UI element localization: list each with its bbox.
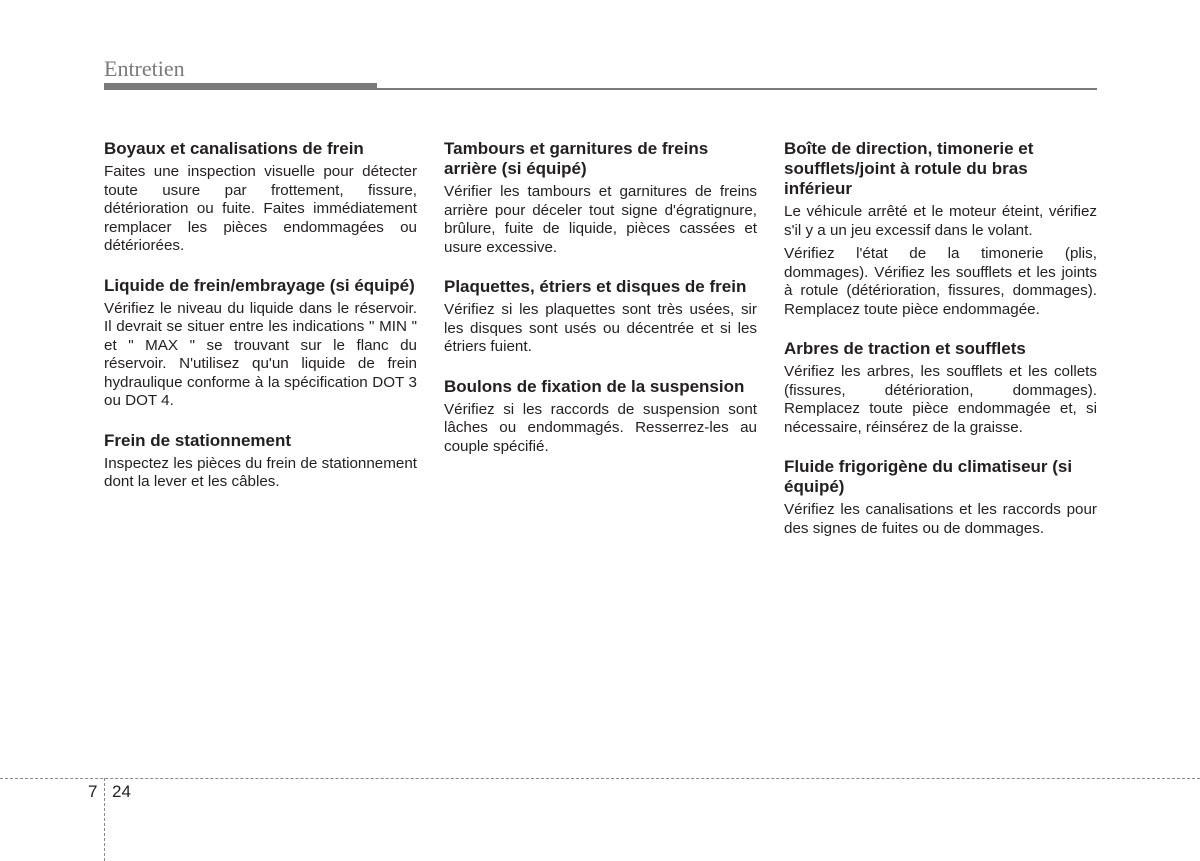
section-paragraph: Vérifiez l'état de la timonerie (plis, dommages). Vérifiez les soufflets et les joints à rotule (détérioration, fissures, dommages). Remplacez toute pièce endommagée.: [784, 245, 1097, 318]
section-paragraph: Vérifiez les arbres, les soufflets et les collets (fissures, détérioration, dommages). Remplacez toute pièce endommagée et, si nécessaire, réinsérez de la graisse.: [784, 363, 1097, 436]
section-brake-pads: [444, 277, 757, 357]
page-header-title: Entretien: [104, 56, 185, 81]
page-number: 24: [112, 782, 131, 801]
section-heading: Boyaux et canalisations de frein: [104, 139, 364, 158]
section-heading: Arbres de traction et soufflets: [784, 339, 1026, 358]
section-drive-shafts: [784, 339, 1097, 437]
column-3: [784, 139, 1097, 558]
section-heading: Fluide frigorigène du climatiseur (si équipé): [784, 457, 1073, 496]
section-heading: Tambours et garnitures de freins arrière (si équipé): [444, 139, 709, 178]
section-paragraph: Vérifiez si les raccords de suspension sont lâches ou endommagés. Resserrez-les au couple spécifié.: [444, 400, 757, 455]
section-brake-fluid: [104, 276, 417, 411]
section-brake-hoses: [104, 139, 417, 256]
footer-dashed-divider: [104, 778, 105, 861]
page-chapter-number: 7: [88, 782, 98, 801]
section-heading: Frein de stationnement: [104, 430, 292, 450]
section-paragraph: Vérifier les tambours et garnitures de freins arrière pour déceler tout signe d'égratignure, brûlure, fuite de liquide, pièces cassées et usure excessive.: [444, 183, 757, 256]
section-paragraph: Vérifiez si les plaquettes sont très usées, sir les disques sont usés ou décentrée et si les étriers fuient.: [444, 301, 757, 355]
section-paragraph: Vérifiez les canalisations et les raccords pour des signes de fuites ou de dommages.: [784, 501, 1097, 537]
section-suspension-bolts: [444, 377, 757, 457]
section-heading: Boîte de direction, timonerie et soufflets/joint à rotule du bras inférieur: [784, 139, 1034, 198]
section-rear-drums: [444, 139, 757, 257]
section-steering: [784, 139, 1097, 319]
section-parking-brake: [104, 431, 417, 492]
column-2: [444, 139, 757, 476]
column-1: [104, 139, 417, 512]
section-paragraph: Faites une inspection visuelle pour détecter toute usure par frottement, fissure, détérioration ou fuite. Faites immédiatement remplacer les pièces endommagées ou détériorées.: [104, 163, 417, 254]
section-paragraph: Vérifiez le niveau du liquide dans le réservoir. Il devrait se situer entre les indications " MIN " et " MAX " se trouvant sur le flanc du réservoir. N'utilisez qu'un liquide de frein hydraulique conforme à la spécification DOT 3 ou DOT 4.: [104, 299, 417, 409]
section-heading: Boulons de fixation de la suspension: [444, 376, 745, 396]
section-refrigerant: [784, 457, 1097, 538]
header-rule-thin: [104, 88, 1097, 90]
section-heading: Liquide de frein/embrayage (si équipé): [104, 275, 415, 295]
section-paragraph: Le véhicule arrêté et le moteur éteint, vérifiez s'il y a un jeu excessif dans le volant.: [784, 203, 1097, 239]
section-paragraph: Inspectez les pièces du frein de stationnement dont la lever et les câbles.: [104, 454, 417, 490]
section-heading: Plaquettes, étriers et disques de frein: [444, 277, 747, 296]
footer-dashed-rule: [0, 778, 1200, 779]
